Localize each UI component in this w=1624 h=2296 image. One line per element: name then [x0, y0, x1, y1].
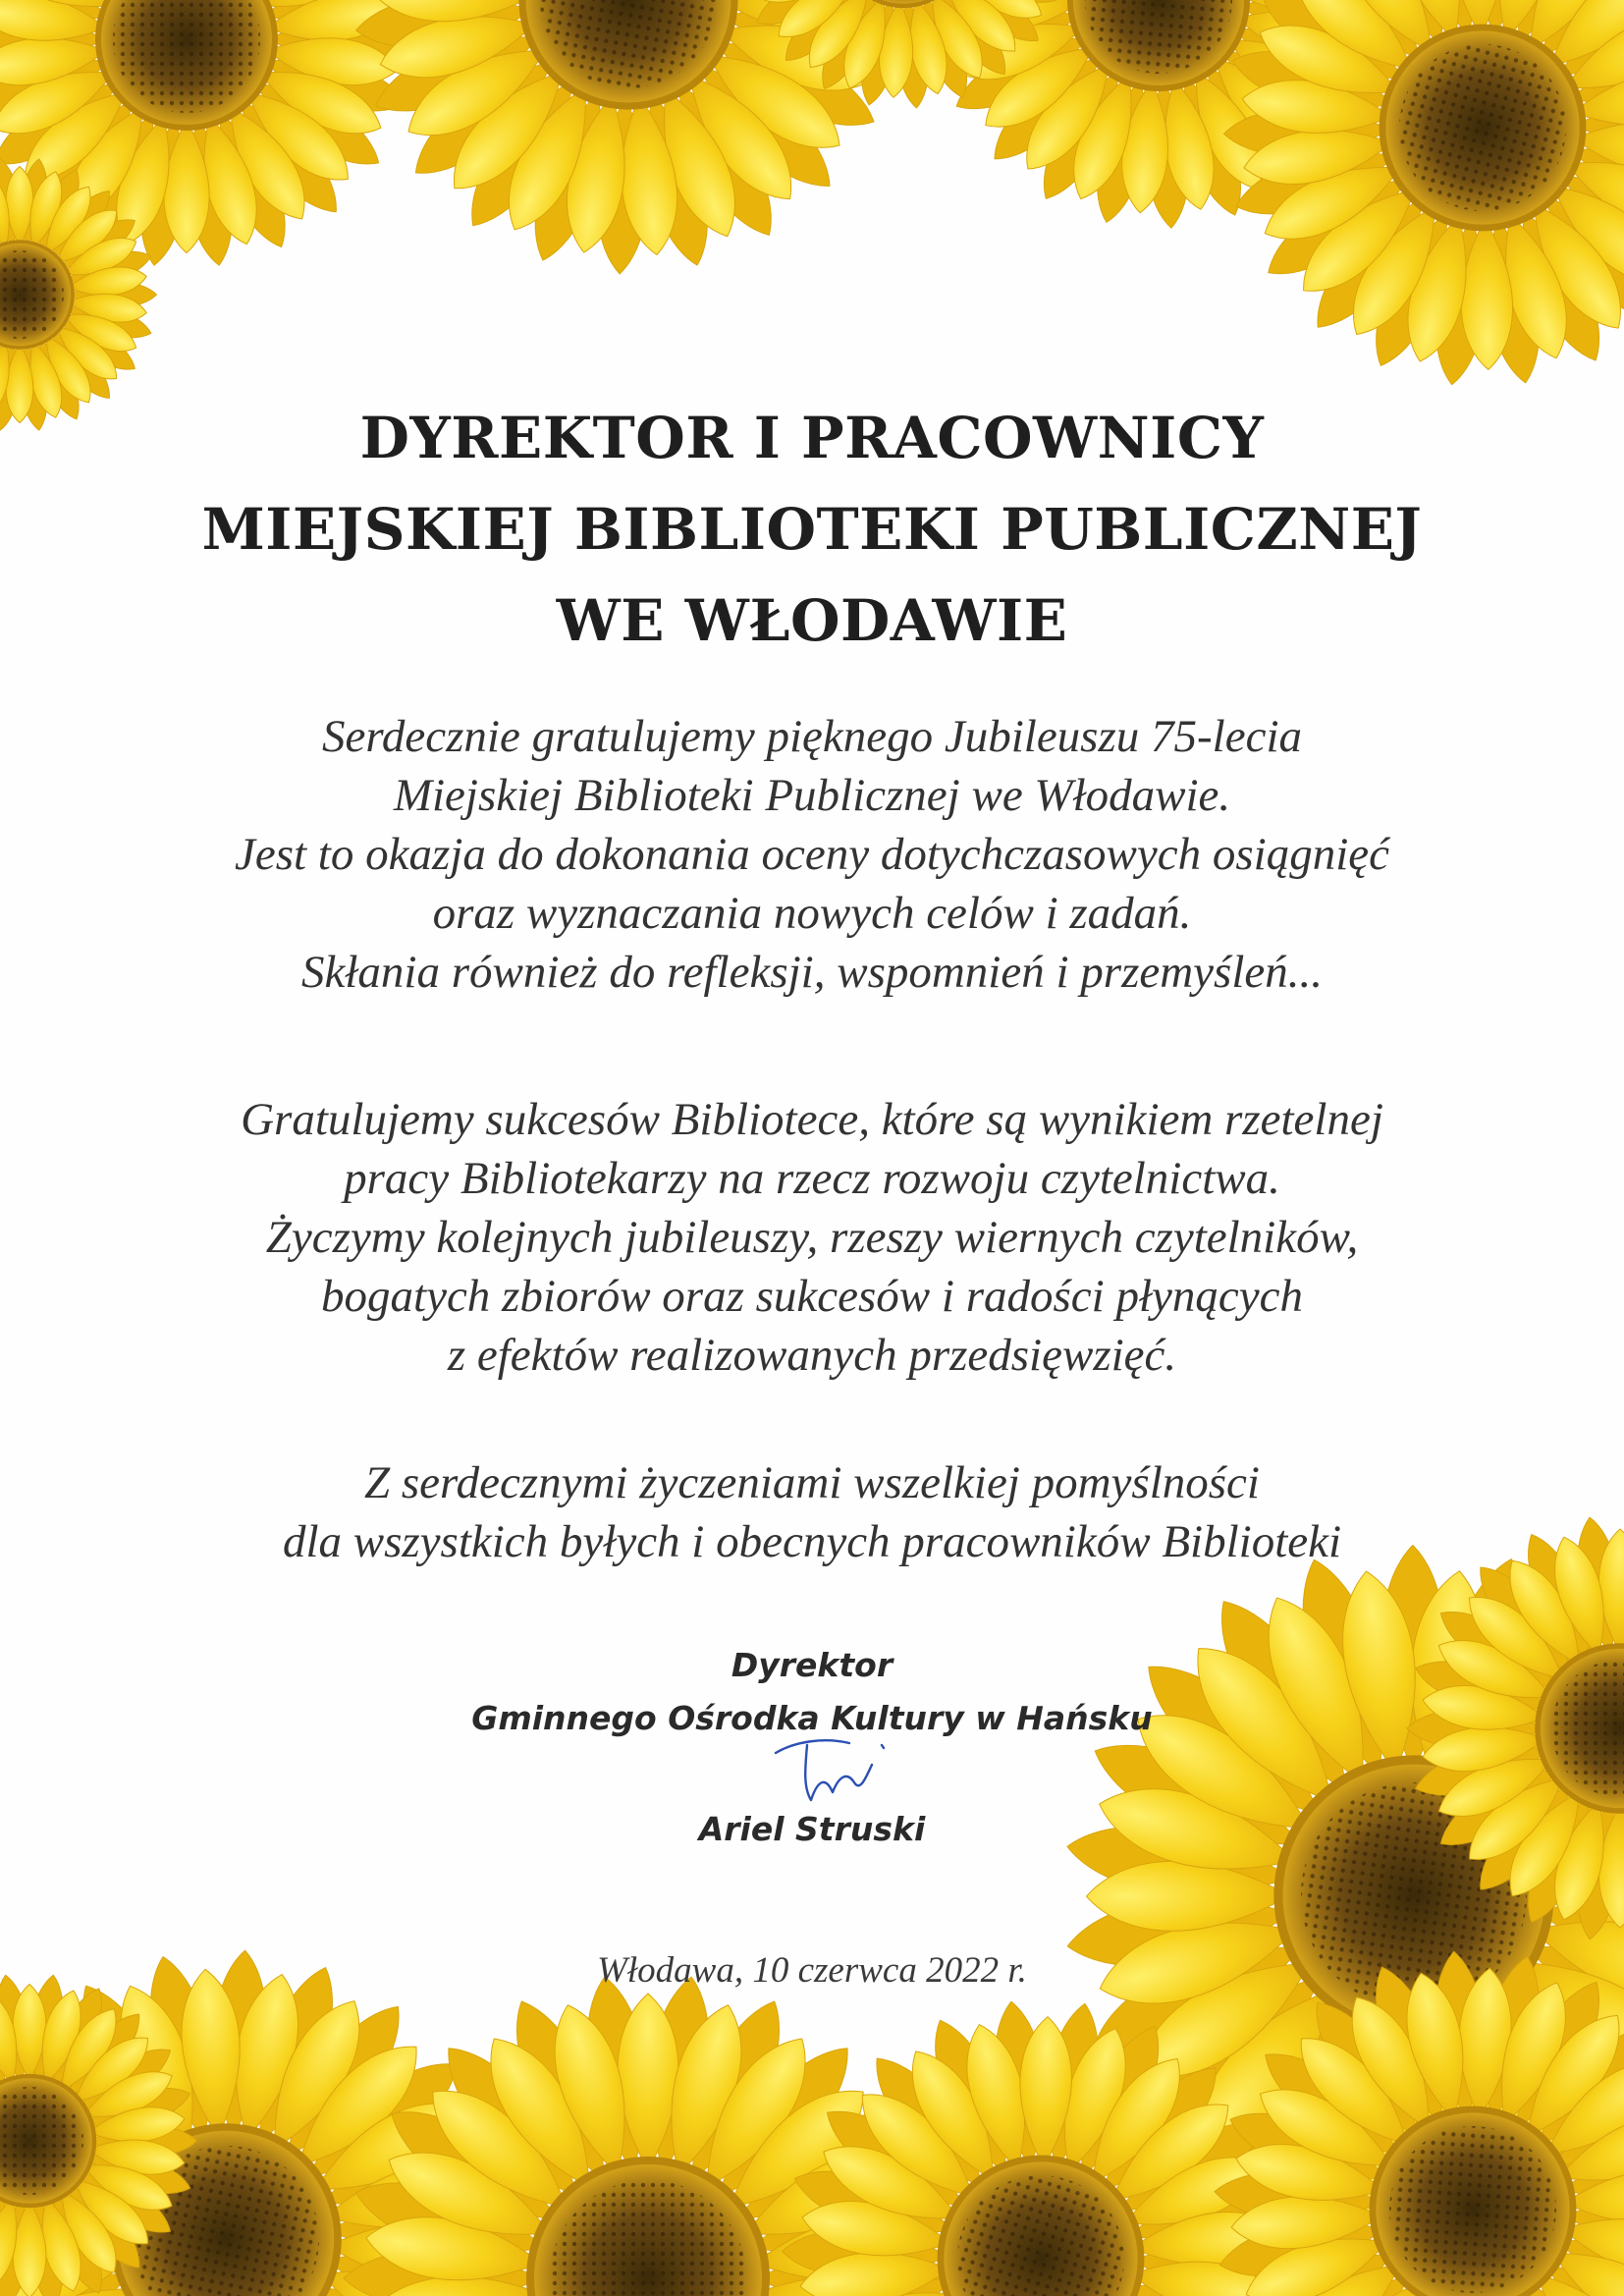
paragraph-2-line: z efektów realizowanych przedsięwzięć. [447, 1330, 1177, 1381]
paragraph-1-line: Serdecznie gratulujemy pięknego Jubileuszu 75-lecia [321, 711, 1302, 762]
paragraph-3-line: dla wszystkich byłych i obecnych pracowników Biblioteki [282, 1516, 1342, 1567]
signature-name: Ariel Struski [698, 1810, 926, 1848]
paragraph-1 [0, 707, 1624, 1002]
date-line: Włodawa, 10 czerwca 2022 r. [597, 1950, 1027, 1991]
paragraph-3-line: Z serdecznymi życzeniami wszelkiej pomyślności [364, 1457, 1260, 1508]
paragraph-1-line: Jest to okazja do dokonania oceny dotychczasowych osiągnięć [234, 829, 1389, 880]
signature-organization: Gminnego Ośrodka Kultury w Hańsku [471, 1699, 1153, 1737]
signature-title: Dyrektor [731, 1646, 893, 1684]
heading-line-3: WE WŁODAWIE [556, 587, 1068, 654]
heading-line-2: MIEJSKIEJ BIBLIOTEKI PUBLICZNEJ [201, 496, 1423, 563]
paragraph-1-line: Miejskiej Biblioteki Publicznej we Włodawie. [393, 770, 1231, 821]
paragraph-2-line: pracy Bibliotekarzy na rzecz rozwoju czytelnictwa. [344, 1153, 1280, 1204]
paragraph-1-line: oraz wyznaczania nowych celów i zadań. [432, 888, 1192, 939]
paragraph-1-line: Skłania również do refleksji, wspomnień i przemyśleń... [301, 947, 1323, 998]
paragraph-3 [0, 1453, 1624, 1571]
paragraph-2-line: bogatych zbiorów oraz sukcesów i radości płynących [321, 1271, 1303, 1322]
paragraph-2-line: Życzymy kolejnych jubileuszy, rzeszy wiernych czytelników, [265, 1212, 1359, 1263]
paragraph-2-line: Gratulujemy sukcesów Bibliotece, które są wynikiem rzetelnej [241, 1094, 1383, 1145]
paragraph-2 [0, 1090, 1624, 1385]
handwritten-signature [756, 1723, 893, 1817]
heading-line-1: DYREKTOR I PRACOWNICY [359, 405, 1265, 471]
